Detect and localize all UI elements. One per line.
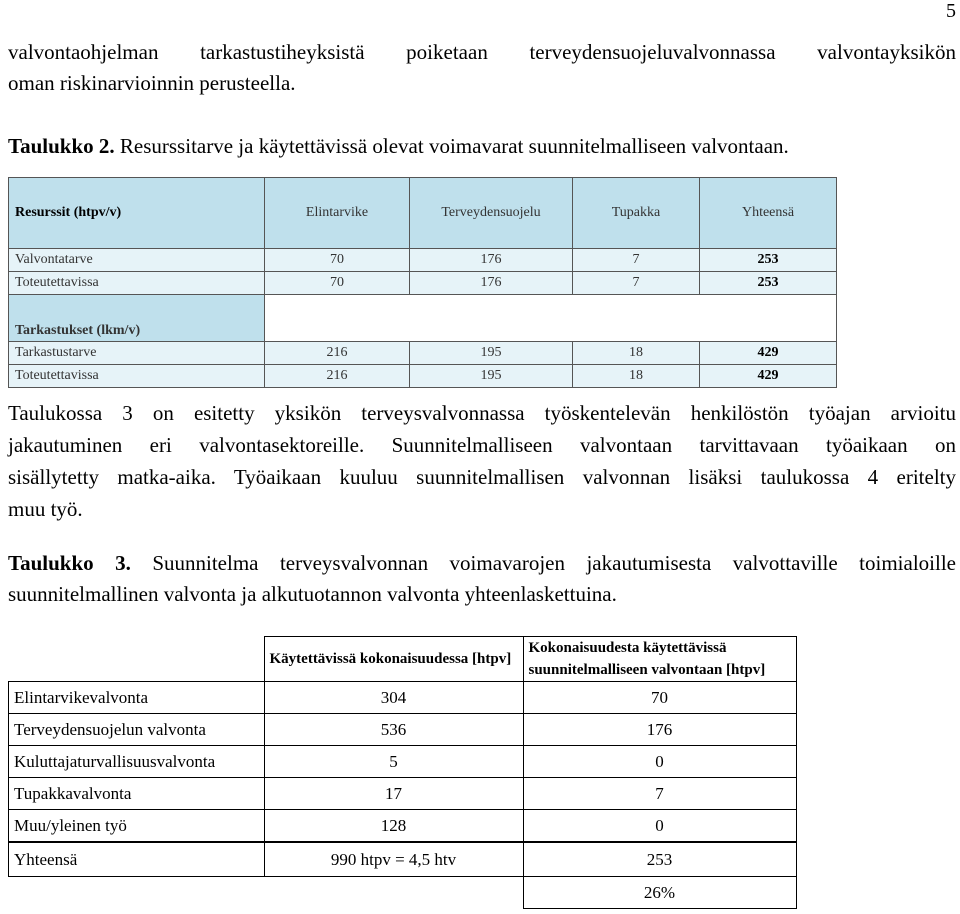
table-cell: 195	[410, 365, 573, 388]
page-number: 5	[946, 0, 956, 22]
table-cell: 17	[264, 778, 523, 810]
row-label: Tupakkavalvonta	[9, 778, 265, 810]
table3-caption-line2: suunnitelmallinen valvonta ja alkutuotannon valvonta yhteenlaskettuina.	[8, 582, 617, 606]
table-cell: 7	[573, 272, 700, 295]
table-row	[9, 682, 797, 714]
table-subheader-row	[9, 295, 837, 342]
allocation-table	[8, 636, 797, 909]
table-cell: 216	[265, 365, 410, 388]
table-row	[9, 778, 797, 810]
table-cell: 195	[410, 342, 573, 365]
table-row	[9, 272, 837, 295]
table-cell: 253	[700, 272, 837, 295]
table-cell: 0	[523, 746, 796, 778]
table-row	[9, 810, 797, 843]
table2-caption-label: Taulukko 2.	[8, 134, 115, 158]
table-cell: 70	[523, 682, 796, 714]
table-cell: 253	[523, 842, 796, 877]
table-header-row	[9, 637, 797, 682]
table-header-cell: Terveydensuojelu	[410, 178, 573, 249]
paragraph-line: valvontaohjelman tarkastustiheyksistä poiketaan terveydensuojeluvalvonnassa valvontayksikön	[8, 40, 956, 64]
percent-cell: 26%	[523, 877, 796, 909]
middle-paragraph	[8, 397, 956, 525]
table-row	[9, 714, 797, 746]
table3-caption-label: Taulukko 3.	[8, 551, 131, 575]
table-cell: 176	[410, 272, 573, 295]
table-cell: 429	[700, 342, 837, 365]
table-percent-row	[9, 877, 797, 909]
table-cell: 304	[264, 682, 523, 714]
table-header-cell: Yhteensä	[700, 178, 837, 249]
table-cell: 5	[264, 746, 523, 778]
row-label: Valvontatarve	[9, 249, 265, 272]
table3-caption-text: Suunnitelma terveysvalvonnan voimavarojen jakautumisesta valvottaville toimialoille	[130, 551, 956, 575]
row-label: Tarkastustarve	[9, 342, 265, 365]
table-header-cell: Tupakka	[573, 178, 700, 249]
row-label: Muu/yleinen työ	[9, 810, 265, 843]
table2-caption	[8, 131, 789, 162]
table-cell: 429	[700, 365, 837, 388]
paragraph-line: Taulukossa 3 on esitetty yksikön terveysvalvonnassa työskentelevän henkilöstön työajan arvioitu	[8, 401, 956, 425]
row-label: Yhteensä	[9, 842, 265, 877]
table-cell: 128	[264, 810, 523, 843]
table-row	[9, 746, 797, 778]
table-row	[9, 365, 837, 388]
table-cell: 990 htpv = 4,5 htv	[264, 842, 523, 877]
paragraph-line: sisällytetty matka-aika. Työaikaan kuuluu suunnitelmallisen valvonnan lisäksi taulukossa 4 eritelty	[8, 465, 956, 489]
table-empty-cell	[264, 877, 523, 909]
resource-table	[8, 177, 837, 388]
table-cell: 70	[265, 249, 410, 272]
row-label: Terveydensuojelun valvonta	[9, 714, 265, 746]
row-label: Kuluttajaturvallisuusvalvonta	[9, 746, 265, 778]
table-cell: 7	[523, 778, 796, 810]
row-label: Toteutettavissa	[9, 365, 265, 388]
table-cell: 18	[573, 365, 700, 388]
table-row	[9, 342, 837, 365]
intro-paragraph	[8, 37, 956, 99]
row-label: Elintarvikevalvonta	[9, 682, 265, 714]
table-cell: 253	[700, 249, 837, 272]
table3-caption	[8, 548, 956, 610]
table-header-cell: Kokonaisuudesta käytettävissä suunnitelmalliseen valvontaan [htpv]	[523, 637, 796, 682]
table-cell: 0	[523, 810, 796, 843]
table-header-label: Resurssit (htpv/v)	[9, 178, 265, 249]
table-header-cell: Käytettävissä kokonaisuudessa [htpv]	[264, 637, 523, 682]
table-subheader-label: Tarkastukset (lkm/v)	[9, 295, 265, 342]
table-cell: 536	[264, 714, 523, 746]
paragraph-line: oman riskinarvioinnin perusteella.	[8, 71, 296, 95]
table-empty-cell	[9, 877, 265, 909]
table-cell: 70	[265, 272, 410, 295]
table-header-cell: Elintarvike	[265, 178, 410, 249]
table-cell: 7	[573, 249, 700, 272]
table-cell: 216	[265, 342, 410, 365]
table-empty-cell	[9, 637, 265, 682]
table2-caption-text: Resurssitarve ja käytettävissä olevat voimavarat suunnitelmalliseen valvontaan.	[114, 134, 789, 158]
table-cell: 176	[523, 714, 796, 746]
table-cell: 176	[410, 249, 573, 272]
table-cell: 18	[573, 342, 700, 365]
paragraph-line: muu työ.	[8, 497, 83, 521]
table-empty-cell	[265, 295, 837, 342]
table-row	[9, 249, 837, 272]
row-label: Toteutettavissa	[9, 272, 265, 295]
table-row	[9, 842, 797, 877]
table-header-row	[9, 178, 837, 249]
paragraph-line: jakautuminen eri valvontasektoreille. Suunnitelmalliseen valvontaan tarvittavaan työaikaan on	[8, 433, 956, 457]
